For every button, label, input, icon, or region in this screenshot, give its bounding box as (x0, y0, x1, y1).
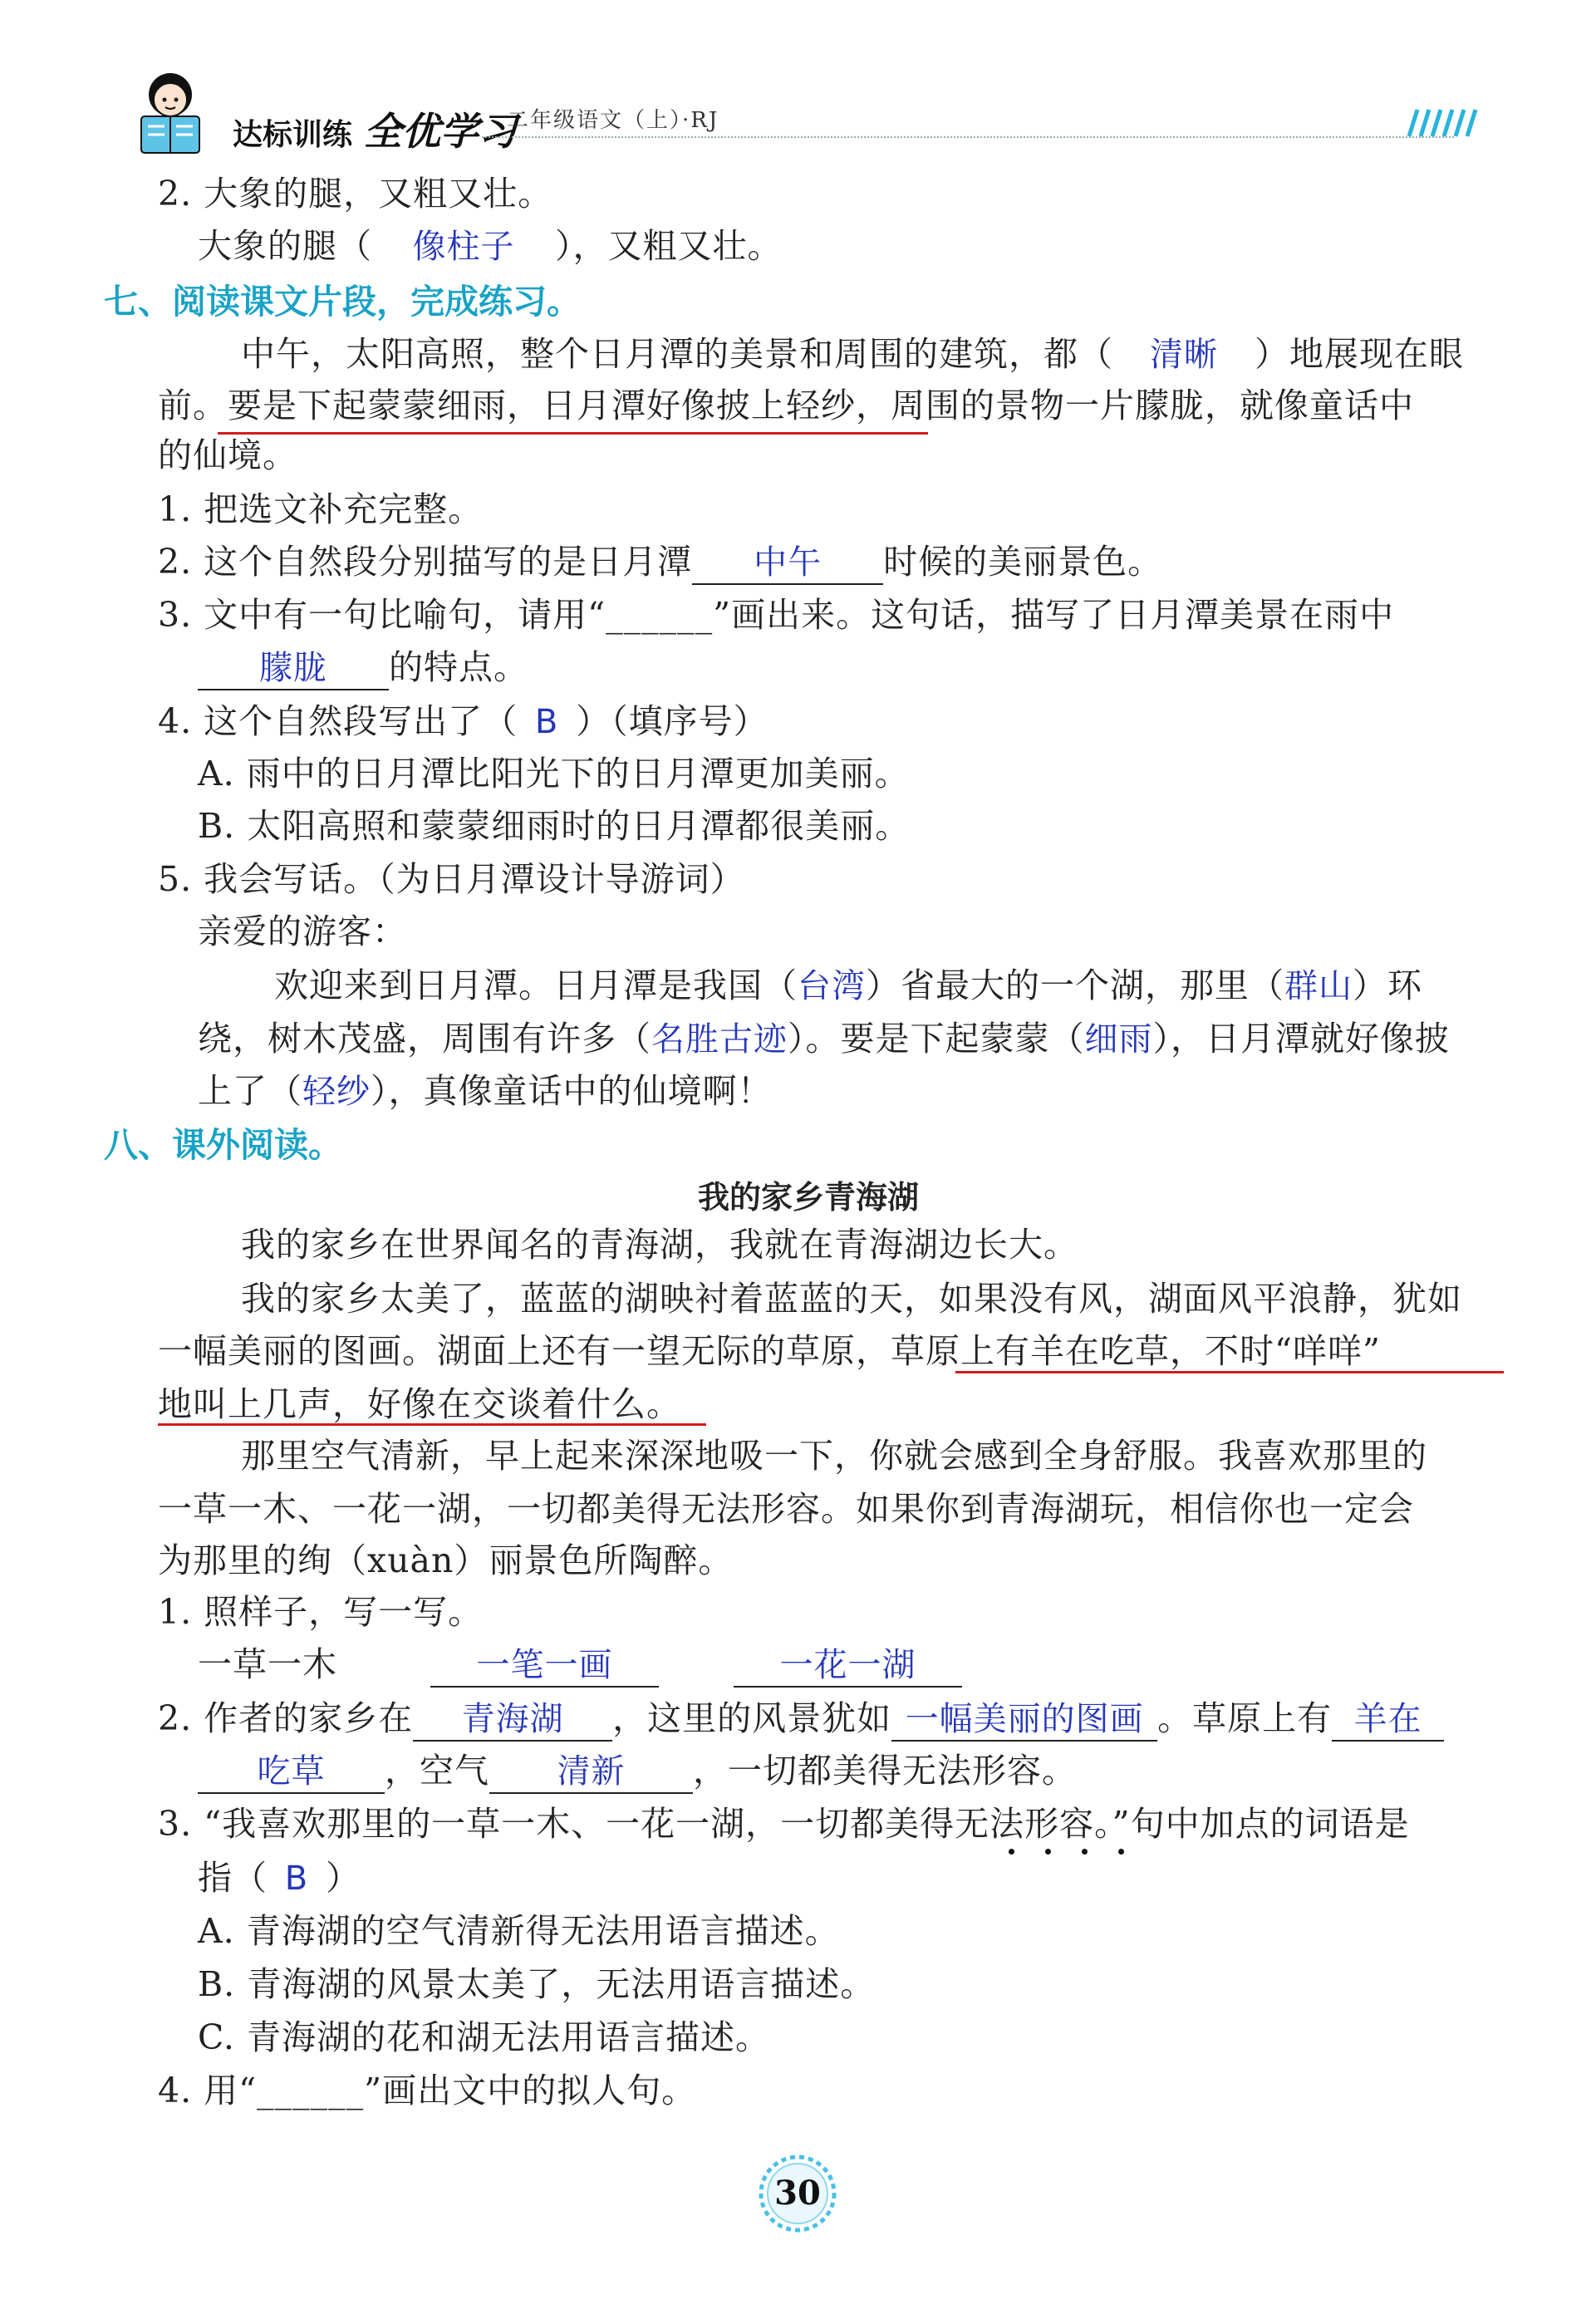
answer-blank: 中午 (692, 542, 883, 585)
answer-blank: 青海湖 (413, 1698, 612, 1742)
emphasis-dot (1082, 1849, 1088, 1855)
s7-q5-line3: 上了（轻纱），真像童话中的仙境啊！ (198, 1071, 773, 1111)
section8-heading: 八、课外阅读。 (104, 1125, 342, 1165)
s7-para-line2: 前。要是下起蒙蒙细雨，日月潭好像披上轻纱，周围的景物一片朦胧，就像童话中 (158, 386, 1414, 425)
answer-text: 细雨 (1084, 1020, 1153, 1059)
personification-underline-2 (158, 1423, 706, 1426)
s8-q4: 4. 用“______”画出文中的拟人句。 (158, 2071, 697, 2110)
s8-q3-option-c: C. 青海湖的花和湖无法用语言描述。 (198, 2017, 770, 2057)
section7-heading: 七、阅读课文片段，完成练习。 (104, 282, 581, 322)
q2-prev-line1: 2. 大象的腿，又粗又壮。 (158, 174, 553, 214)
s7-q5-line1: 欢迎来到日月潭。日月潭是我国（台湾）省最大的一个湖，那里（群山）环 (274, 965, 1422, 1005)
s8-q1-row: 一草一木 一笔一画 一花一湖 (198, 1641, 962, 1688)
s7-q3-line1: 3. 文中有一句比喻句，请用“______”画出来。这句话，描写了日月潭美景在雨中 (158, 595, 1395, 635)
answer-text: 群山 (1284, 967, 1353, 1005)
s7-q2: 2. 这个自然段分别描写的是日月潭 中午 时候的美丽景色。 (158, 538, 1162, 585)
header-divider (482, 136, 1454, 138)
header-stripes-decoration (1404, 106, 1479, 140)
s8-q3-line1: 3. “我喜欢那里的一草一木、一花一湖，一切都美得无法形容。”句中加点的词语是 (158, 1804, 1410, 1844)
s8-para3-line1: 那里空气清新，早上起来深深地吸一下，你就会感到全身舒服。我喜欢那里的 (241, 1436, 1427, 1476)
grade-label: 二年级语文（上）·RJ (507, 108, 719, 133)
simile-underline (218, 432, 928, 435)
s8-q1: 1. 照样子，写一写。 (158, 1592, 484, 1632)
s8-para3-line3: 为那里的绚（xuàn）丽景色所陶醉。 (158, 1540, 734, 1580)
passage-title: 我的家乡青海湖 (698, 1179, 920, 1216)
s7-para-line1: 中午，太阳高照，整个日月潭的美景和周围的建筑，都（ 清晰 ）地展现在眼 (241, 331, 1464, 378)
q2-prev-line2: 大象的腿（ 像柱子 ），又粗又壮。 (198, 223, 783, 270)
s7-q5-line2: 绕，树木茂盛，周围有许多（名胜古迹）。要是下起蒙蒙（细雨），日月潭就好像披 (198, 1019, 1450, 1059)
s7-q5-greeting: 亲爱的游客： (198, 911, 407, 951)
emphasis-dot (1045, 1849, 1051, 1855)
s8-q2-line2: 吃草 ，空气 清新 ，一切都美得无法形容。 (198, 1747, 1077, 1794)
s8-q2-line1: 2. 作者的家乡在 青海湖 ，这里的风景犹如 一幅美丽的图画 。草原上有 羊在 (158, 1695, 1444, 1742)
answer-text: B (284, 1860, 309, 1898)
reading-kid-icon (125, 66, 216, 158)
answer-text: 轻纱 (302, 1073, 371, 1111)
answer-blank: 一花一湖 (734, 1644, 962, 1688)
page-header (108, 50, 1487, 158)
answer-blank: 朦胧 (198, 647, 389, 690)
page-number-badge (748, 2144, 847, 2243)
answer-text: 像柱子 (412, 228, 515, 266)
s7-q5: 5. 我会写话。（为日月潭设计导游词） (158, 859, 745, 899)
s7-para-line3: 的仙境。 (158, 435, 297, 475)
s8-para2-line3: 地叫上几声，好像在交谈着什么。 (158, 1384, 681, 1424)
s8-q3-line2: 指（ B ） (198, 1855, 361, 1902)
brand-title: 达标训练 全优学习 (233, 109, 518, 154)
s7-q4-option-a: A. 雨中的日月潭比阳光下的日月潭更加美丽。 (198, 754, 910, 794)
page-number: 30 (774, 2174, 821, 2213)
emphasis-dot (1118, 1849, 1124, 1855)
s8-q3-option-b: B. 青海湖的风景太美了，无法用语言描述。 (198, 1964, 876, 2004)
s7-q1: 1. 把选文补充完整。 (158, 489, 484, 529)
answer-blank: 吃草 (198, 1751, 385, 1794)
s7-q4: 4. 这个自然段写出了（ B ）（填序号） (158, 698, 768, 745)
answer-text: 名胜古迹 (651, 1020, 788, 1059)
answer-blank: 一笔一画 (430, 1644, 659, 1688)
s7-q3-line2: 朦胧 的特点。 (198, 644, 528, 690)
s7-q4-option-b: B. 太阳高照和蒙蒙细雨时的日月潭都很美丽。 (198, 806, 911, 846)
s8-para2-line1: 我的家乡太美了，蓝蓝的湖映衬着蓝蓝的天，如果没有风，湖面风平浪静，犹如 (241, 1279, 1462, 1319)
answer-blank: 清新 (489, 1751, 693, 1794)
emphasis-dot (1009, 1849, 1014, 1855)
s8-para1: 我的家乡在世界闻名的青海湖，我就在青海湖边长大。 (241, 1225, 1078, 1265)
s8-para3-line2: 一草一木、一花一湖，一切都美得无法形容。如果你到青海湖玩，相信你也一定会 (158, 1489, 1414, 1529)
answer-text: B (534, 703, 559, 741)
personification-underline-1 (955, 1371, 1504, 1373)
answer-text: 台湾 (798, 967, 866, 1005)
answer-blank: 羊在 (1332, 1698, 1444, 1742)
answer-blank: 一幅美丽的图画 (891, 1698, 1157, 1742)
s8-para2-line2: 一幅美丽的图画。湖面上还有一望无际的草原，草原上有羊在吃草，不时“咩咩” (158, 1331, 1381, 1371)
answer-text: 清晰 (1150, 336, 1218, 374)
s8-q3-option-a: A. 青海湖的空气清新得无法用语言描述。 (198, 1911, 840, 1951)
